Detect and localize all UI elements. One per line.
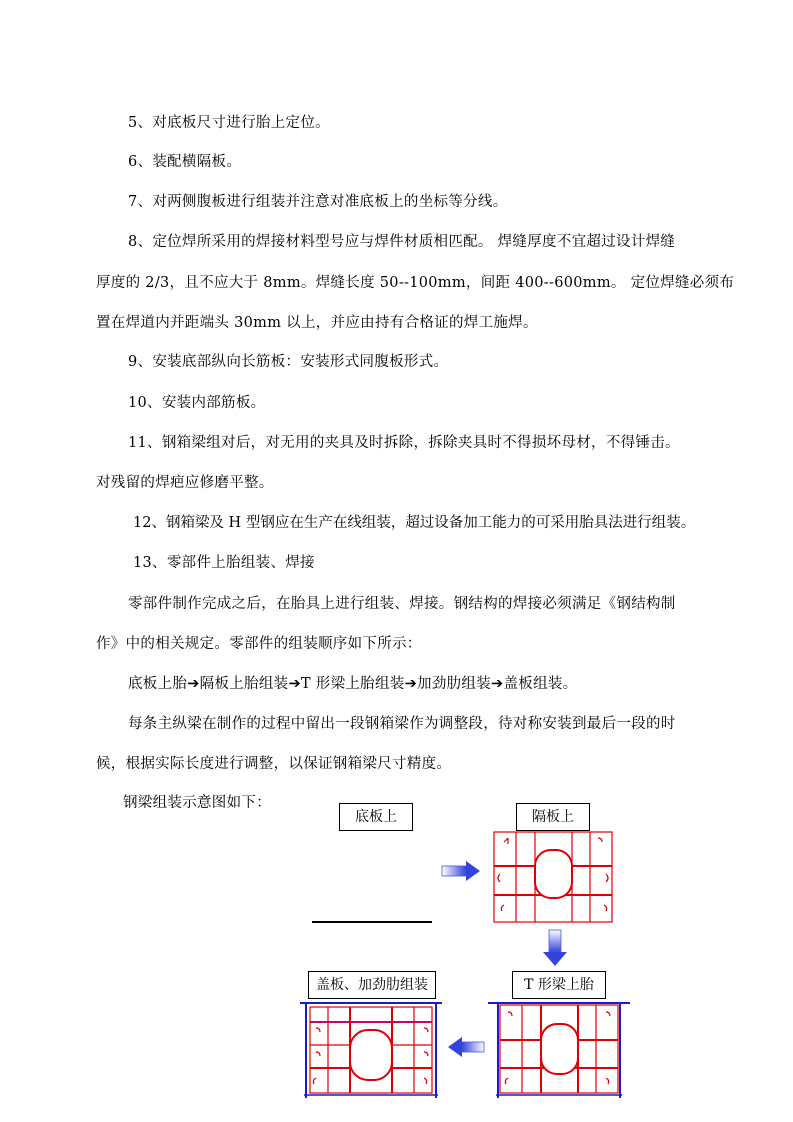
- arrow-right-icon: [442, 861, 480, 881]
- assembly-sequence: 底板上胎➔隔板上胎组装➔T 形梁上胎组装➔加劲肋组装➔盖板组装。: [128, 676, 578, 692]
- step-8-line2: 厚度的 2/3，且不应大于 8mm。焊缝长度 50--100mm，间距 400--600mm。 定位焊缝必须布: [96, 275, 735, 291]
- label-bottom-plate: 底板上: [339, 803, 413, 831]
- t-beam-frame: [488, 1003, 630, 1098]
- assembly-para-line2: 作》中的相关规定。零部件的组装顺序如下所示：: [96, 636, 422, 652]
- step-11-line1: 11、钢箱梁组对后，对无用的夹具及时拆除，拆除夹具时不得损坏母材，不得锤击。: [128, 435, 680, 451]
- step-11-line2: 对残留的焊疤应修磨平整。: [96, 475, 274, 491]
- step-13-heading: 13、零部件上胎组装、焊接: [133, 555, 315, 571]
- label-diaphragm: 隔板上: [516, 803, 590, 831]
- arrow-left-icon: [448, 1037, 484, 1057]
- adjustment-para-line1: 每条主纵梁在制作的过程中留出一段钢箱梁作为调整段，待对称安装到最后一段的时: [128, 716, 676, 732]
- step-5: 5、对底板尺寸进行胎上定位。: [128, 115, 330, 131]
- assembly-para-line1: 零部件制作完成之后，在胎具上进行组装、焊接。钢结构的焊接必须满足《钢结构制: [128, 596, 676, 612]
- adjustment-para-line2: 候，根据实际长度进行调整，以保证钢箱梁尺寸精度。: [96, 756, 452, 772]
- step-7: 7、对两侧腹板进行组装并注意对准底板上的坐标等分线。: [128, 194, 508, 210]
- arrow-down-icon: [543, 930, 567, 966]
- step-6: 6、装配横隔板。: [128, 154, 242, 170]
- label-cover-stiffener: 盖板、加劲肋组装: [308, 971, 436, 999]
- step-8-line1: 8、定位焊所采用的焊接材料型号应与焊件材质相匹配。 焊缝厚度不宜超过设计焊缝: [128, 234, 676, 250]
- step-8-line3: 置在焊道内并距端头 30mm 以上，并应由持有合格证的焊工施焊。: [96, 315, 538, 331]
- step-12: 12、钢箱梁及 H 型钢应在生产在线组装，超过设备加工能力的可采用胎具法进行组装。: [133, 515, 696, 531]
- diaphragm-frame: [494, 832, 612, 922]
- cover-stiffener-frame: [300, 1003, 442, 1098]
- step-9: 9、安装底部纵向长筋板：安装形式同腹板形式。: [128, 354, 449, 370]
- step-10: 10、安装内部筋板。: [128, 395, 266, 411]
- diagram-caption: 钢梁组装示意图如下：: [123, 795, 271, 811]
- label-t-beam: T 形梁上胎: [512, 971, 606, 999]
